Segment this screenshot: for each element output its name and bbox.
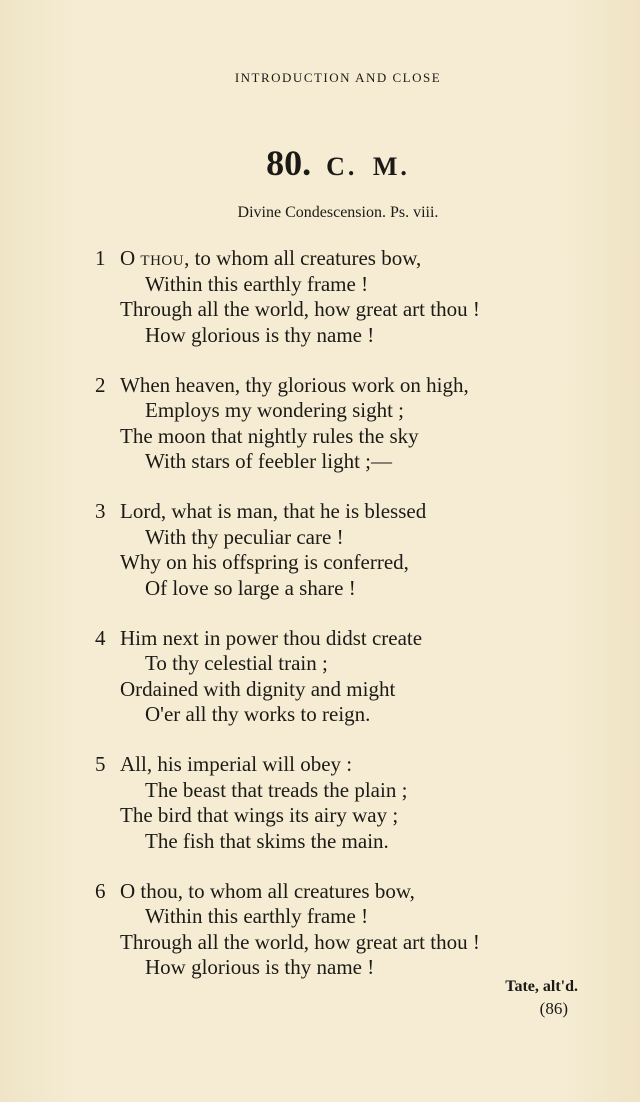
verse-line: Lord, what is man, that he is blessed [120,499,427,523]
verse-line: Him next in power thou didst create [120,625,423,650]
verse-line: The beast that treads the plain ; [145,777,408,802]
hymn-number: 80. [266,143,312,183]
verse-line: Through all the world, how great art thou ! [120,929,480,954]
verse-line: O'er all thy works to reign. [145,702,371,726]
hymn-meter: C. M. [326,152,410,181]
stanza-number: 5 [95,752,106,776]
page-number: (86) [539,999,568,1018]
hymn-subtitle: Divine Condescension. Ps. viii. [237,204,439,221]
verse-line: To thy celestial train ; [145,651,328,675]
verse-line: O thou, to whom all creatures bow, [120,878,415,903]
stanza [0,373,640,500]
stanza [0,246,640,373]
stanza-number: 2 [95,372,106,397]
stanza-number: 6 [95,878,106,903]
verse-line: How glorious is thy name ! [145,322,375,347]
stanza-number: 1 [95,246,106,270]
hymn-text [0,246,640,1005]
verse-line: Within this earthly frame ! [145,271,369,296]
verse-line: All, his imperial will obey : [120,752,353,776]
stanza [0,499,640,626]
verse-line: The bird that wings its airy way ; [120,803,399,827]
verse-line: The fish that skims the main. [145,828,389,853]
verse-first-word-smallcaps: thou [140,246,185,270]
stanza-number: 4 [95,625,106,650]
verse-line: With thy peculiar care ! [145,524,344,549]
verse-line: With stars of feebler light ;— [145,449,393,473]
verse-line: Why on his offspring is conferred, [120,550,409,574]
verse-line: How glorious is thy name ! [145,955,375,979]
verse-line: When heaven, thy glorious work on high, [120,372,469,397]
verse-line: Ordained with dignity and might [120,676,396,701]
verse-line-rest: , to whom all creatures bow, [184,246,422,270]
stanza-number: 3 [95,499,106,523]
verse-first-word: O [120,246,141,270]
running-head: INTRODUCTION AND CLOSE [234,70,442,85]
stanza [0,752,640,879]
verse-line: The moon that nightly rules the sky [120,423,419,448]
stanza [0,626,640,753]
verse-line: Employs my wondering sight ; [145,398,404,422]
verse-line: Of love so large a share ! [145,575,356,600]
attribution: Tate, alt'd. [505,978,578,995]
verse-line: Within this earthly frame ! [145,904,369,928]
verse-line: Through all the world, how great art thou ! [120,297,480,321]
hymn-heading [0,142,640,184]
